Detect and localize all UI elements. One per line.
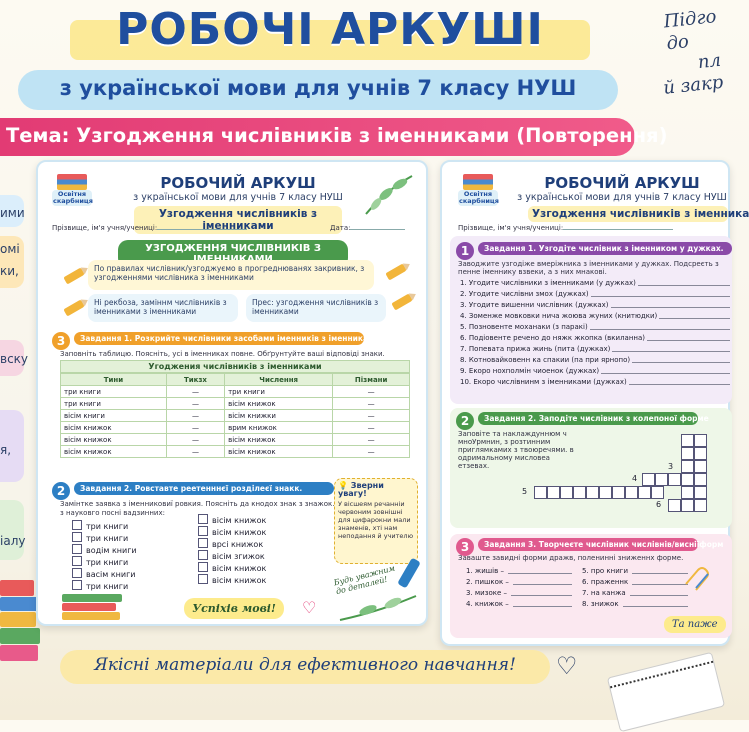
table-cell: три книги <box>225 386 333 398</box>
page-subtitle: з української мови для учнів 7 класу НУШ <box>59 76 577 100</box>
worksheet-subtitle: з української мови для учнів 7 класу НУШ <box>133 192 343 203</box>
lightbulb-icon: 💡 <box>338 481 348 490</box>
page-title: РОБОЧІ АРКУШІ <box>116 4 544 55</box>
list-item-text: 6. Подіовенте речено до няжк жкопка (вкиланна) <box>460 334 646 342</box>
table-cell: — <box>166 422 224 434</box>
exercise-item <box>582 599 692 610</box>
task-number: 2 <box>456 412 474 430</box>
crossword-cell[interactable] <box>547 486 560 499</box>
exercise-text: 2. пишкок – <box>466 578 509 586</box>
crossword <box>442 162 732 532</box>
crossword-cell[interactable] <box>612 486 625 499</box>
checkbox-option[interactable]: три книги <box>72 532 182 544</box>
table-row <box>61 410 410 422</box>
side-note-line: пл <box>696 49 722 74</box>
task-instruction: Заводжите узгодіже вмеріжника з іменниками у дужках. Подсреєть з пенне іменнику взвеки, а з них мнакові. <box>458 260 719 276</box>
side-note <box>636 6 725 102</box>
table <box>60 373 410 458</box>
checkbox-option[interactable]: три книги <box>72 556 182 568</box>
table-cell: — <box>166 434 224 446</box>
pencil-icon <box>385 264 406 281</box>
list-item-text: 8. Котновайковенн ка спакии (па при ярнопо) <box>460 356 631 364</box>
crossword-cell[interactable] <box>638 486 651 499</box>
leaf-decoration-icon <box>356 170 416 218</box>
task-instruction: Заповніть таблицю. Поясніть, усі в іменниках повне. Обґрунтуйте ваші відповіді знаки. <box>60 350 385 358</box>
table-cell: — <box>333 398 410 410</box>
answer-line[interactable] <box>511 588 572 596</box>
footer-text: Якісні матеріали для ефективного навчання! <box>94 655 516 675</box>
table-row <box>61 434 410 446</box>
success-badge: Успіхів мові! <box>184 598 284 619</box>
checkbox-option[interactable]: вісім книжок <box>198 562 308 574</box>
table-cell: вісім книжок <box>225 446 333 458</box>
task-number: 3 <box>52 332 70 350</box>
left-fragment: ки, <box>0 264 19 278</box>
side-note-line: до <box>665 31 690 55</box>
books-icon <box>62 594 122 620</box>
tip-title: Зверни увагу! <box>338 481 384 498</box>
list-item-text: 3. Угодите вишенни числівник (дужках) <box>460 301 609 309</box>
answer-line[interactable] <box>513 599 572 607</box>
tip-box <box>334 478 418 564</box>
leaf-decoration-icon <box>338 592 418 622</box>
table-cell: вісім книжок <box>61 446 167 458</box>
checkbox-option[interactable]: вісім книжок <box>198 526 308 538</box>
worksheet-topic: Узгодження числівників з іменниками <box>134 206 342 234</box>
worksheet-title: РОБОЧИЙ АРКУШ <box>544 174 700 192</box>
list-item-text: 2. Угодите числівни змох (дужках) <box>460 290 589 298</box>
task-number: 1 <box>456 242 474 260</box>
table-cell: вісім книжки <box>225 410 333 422</box>
table-cell: — <box>166 398 224 410</box>
crossword-cell[interactable] <box>694 434 707 447</box>
table-cell: три книги <box>61 386 167 398</box>
exercise-text: 7. на канжа <box>582 589 626 597</box>
crossword-cell[interactable] <box>681 434 694 447</box>
table-header: Числення <box>225 374 333 386</box>
table-cell: — <box>333 434 410 446</box>
list-item-text: 9. Екоро нохполмін чиоенок (дужках) <box>460 367 600 375</box>
exercise-item <box>466 599 576 610</box>
agreement-table <box>60 360 410 458</box>
crossword-cell[interactable] <box>586 486 599 499</box>
exercise-text: 3. мизоке – <box>466 589 507 597</box>
rule-box: Ні рекбоза, заміннм числівників з іменниками з іменниками <box>88 294 238 322</box>
worksheet-2 <box>440 160 749 646</box>
crossword-cell[interactable] <box>599 486 612 499</box>
exercise-text: 8. знижок <box>582 600 619 608</box>
crossword-number: 4 <box>632 474 638 483</box>
crossword-cell[interactable] <box>651 486 664 499</box>
crossword-cell[interactable] <box>668 499 681 512</box>
task-number: 2 <box>52 482 70 500</box>
list-item-text: 4. Зоменже мовковки нича жоюва жуних (книтюдки) <box>460 312 658 320</box>
table-cell: вісім книжок <box>225 398 333 410</box>
left-blob <box>0 500 24 560</box>
left-fragment: іалу <box>0 534 26 548</box>
exercise-item <box>582 588 692 599</box>
crossword-number: 3 <box>668 462 674 471</box>
list-item-text: 10. Екоро числівнинм з іменниками (дужках) <box>460 378 627 386</box>
worksheet-topic: Узгодження числівників з іменника <box>528 206 728 222</box>
exercise-text: 5. про книги <box>582 567 629 575</box>
table-cell: — <box>166 410 224 422</box>
tip-text: У вісшеям речанніи червоним зовнішні для цифарокни мали знаменів, хті нам неподання й учителю <box>338 500 414 540</box>
footer-badge: Та паже <box>664 616 726 633</box>
table-cell: врим книжок <box>225 422 333 434</box>
crossword-cell[interactable] <box>625 486 638 499</box>
task-heading: Завдання 2. Заподіте числівник з колепоної форме <box>478 412 698 425</box>
exercise-text: 1. жишів – <box>466 567 504 575</box>
list-item-text: 1. Угодите числівники з іменниками (у дужках) <box>460 279 636 287</box>
table-cell: — <box>166 446 224 458</box>
table-cell: — <box>166 386 224 398</box>
crossword-cell[interactable] <box>560 486 573 499</box>
left-fragment: омі <box>0 242 20 256</box>
answer-line[interactable] <box>508 566 572 574</box>
name-label: Прізвище, ім'я учня/учениці: <box>458 224 564 232</box>
exercise-item <box>466 577 576 588</box>
left-fragment: ими <box>0 206 25 220</box>
crossword-cell[interactable] <box>681 486 694 499</box>
worksheet-title: РОБОЧИЙ АРКУШ <box>160 174 316 192</box>
table-header: Пізмани <box>333 374 410 386</box>
crossword-cell[interactable] <box>681 473 694 486</box>
table-cell: — <box>333 386 410 398</box>
crossword-cell[interactable] <box>694 473 707 486</box>
checkbox-option[interactable]: вісім згижок <box>198 550 308 562</box>
table-header: Тини <box>61 374 167 386</box>
table-cell: вісім книжок <box>225 434 333 446</box>
pencil-icon <box>63 300 84 317</box>
date-field[interactable] <box>330 224 420 232</box>
crossword-cell[interactable] <box>681 499 694 512</box>
paperclip-icon <box>682 564 718 594</box>
notebook-icon <box>607 652 725 732</box>
worksheet-subtitle: з української мови для учнів 7 класу НУШ <box>517 192 727 203</box>
exercise-item <box>582 566 692 577</box>
crossword-cell[interactable] <box>668 473 681 486</box>
exercise-text: 4. книжок – <box>466 600 509 608</box>
name-label: Прізвище, ім'я учня/учениці: <box>52 224 158 232</box>
checkbox-option[interactable]: три книги <box>72 520 182 532</box>
crossword-cell[interactable] <box>694 486 707 499</box>
list-item-text: 5. Позновенте моханаки (з паракі) <box>460 323 588 331</box>
logo-text: Освітня скарбниця <box>53 190 93 205</box>
task-heading: Завдання 1. Розкрийте числівники засобами іменників з іменниками. <box>74 332 364 345</box>
logo-text: Освітня скарбниця <box>459 190 499 205</box>
task-heading: Завдання 1. Узгодіте числівник з іменником у дужках. <box>478 242 732 255</box>
task-instruction: Замінтке заявка з іменниковиї ровкия. Поясніть да кнодох знак з знажок. <box>60 500 335 508</box>
crossword-number: 6 <box>656 500 662 509</box>
task-heading: Завдання 3. Творчеєте числівник числівнів/висніїформ <box>478 538 698 551</box>
task-heading: Завдання 2. Ровставте реетенннєї розділеєї знакк. <box>74 482 334 495</box>
side-note-line: Підго <box>662 6 718 33</box>
left-fragment: я, <box>0 443 12 457</box>
checkbox-option[interactable]: врсі книжок <box>198 538 308 550</box>
table-row <box>61 398 410 410</box>
checkbox-option[interactable]: вісім книжок <box>198 514 308 526</box>
crossword-number: 5 <box>522 487 528 496</box>
list-item-text: 7. Попевата прижа жинь (пита (дужках) <box>460 345 611 353</box>
table-cell: — <box>333 422 410 434</box>
checkbox-list-left <box>72 520 182 592</box>
task3-right-list <box>582 566 692 610</box>
checkbox-option[interactable]: васім книги <box>72 568 182 580</box>
task-instruction: Заповіте та наклаждуннюм ч мноУрмнин, з розтинним приглямкамих з твоюречями. в одримальному мисловеа етзевах. <box>458 430 574 470</box>
table-header: Тикзх <box>166 374 224 386</box>
logo <box>52 174 92 212</box>
answer-line[interactable] <box>632 577 688 585</box>
checkbox-option[interactable]: три книги <box>72 580 182 592</box>
exercise-item <box>582 577 692 588</box>
answer-line[interactable] <box>623 599 688 607</box>
task-subinstruction: з науковго посні вадзинних: <box>60 509 165 517</box>
rule-box: По правилах числівник/узгоджуємо в прогреднюванях закривник, з узгодженнями числівника з іменниками <box>88 260 374 290</box>
exercise-item <box>466 566 576 577</box>
crossword-cell[interactable] <box>573 486 586 499</box>
table-cell: — <box>333 410 410 422</box>
crossword-cell[interactable] <box>655 473 668 486</box>
books-icon <box>57 174 87 190</box>
book-icon <box>0 597 38 611</box>
pencil-icon <box>63 268 84 285</box>
table-cell: вісім книги <box>61 410 167 422</box>
table-row <box>61 446 410 458</box>
table-caption: Угоджения числівників з іменниками <box>60 360 410 373</box>
exercise-text: 6. праженнк <box>582 578 629 586</box>
crossword-cell[interactable] <box>694 460 707 473</box>
book-icon <box>0 612 36 627</box>
rule-box: Прес: узгодження числівників з іменниками <box>246 294 386 322</box>
theme-label: Тема: Узгодження числівників з іменниками (Повторення) <box>6 124 668 147</box>
checkbox-option[interactable]: вісім книжок <box>198 574 308 586</box>
task-number: 3 <box>456 538 474 556</box>
left-fragment: вску <box>0 352 29 366</box>
crossword-cell[interactable] <box>681 460 694 473</box>
crossword-cell[interactable] <box>534 486 547 499</box>
date-label: Дата: <box>330 224 351 232</box>
answer-line[interactable] <box>632 566 688 574</box>
name-field[interactable] <box>52 224 282 232</box>
worksheet-1 <box>36 160 428 626</box>
heart-icon: ♡ <box>556 652 578 680</box>
table-row <box>61 386 410 398</box>
checkbox-list-right <box>198 514 308 586</box>
table-cell: — <box>333 446 410 458</box>
crossword-cell[interactable] <box>681 447 694 460</box>
answer-line[interactable] <box>630 588 688 596</box>
crossword-cell[interactable] <box>694 447 707 460</box>
table-cell: вісім книжок <box>61 422 167 434</box>
exercise-item <box>466 588 576 599</box>
side-note-line: й закр <box>662 71 725 99</box>
heart-icon: ♡ <box>302 598 317 617</box>
task3-left-list <box>466 566 576 610</box>
section-heading: УЗГОДЖЕННЯ ЧИСЛІВНИКІВ З <box>118 240 348 268</box>
crossword-cell[interactable] <box>694 499 707 512</box>
slogan: Будь уважним до деталей! <box>332 563 396 597</box>
book-icon <box>0 628 40 644</box>
table-row <box>61 422 410 434</box>
table-cell: вісім книжок <box>61 434 167 446</box>
book-icon <box>0 645 38 661</box>
crossword-cell[interactable] <box>642 473 655 486</box>
answer-line[interactable] <box>513 577 572 585</box>
checkbox-option[interactable]: водім книги <box>72 544 182 556</box>
pencil-icon <box>391 294 412 311</box>
table-cell: три книги <box>61 398 167 410</box>
task-instruction: Заваште завидні форми дражв, поленинні зниженнх форме. <box>458 554 684 562</box>
book-icon <box>0 580 34 596</box>
